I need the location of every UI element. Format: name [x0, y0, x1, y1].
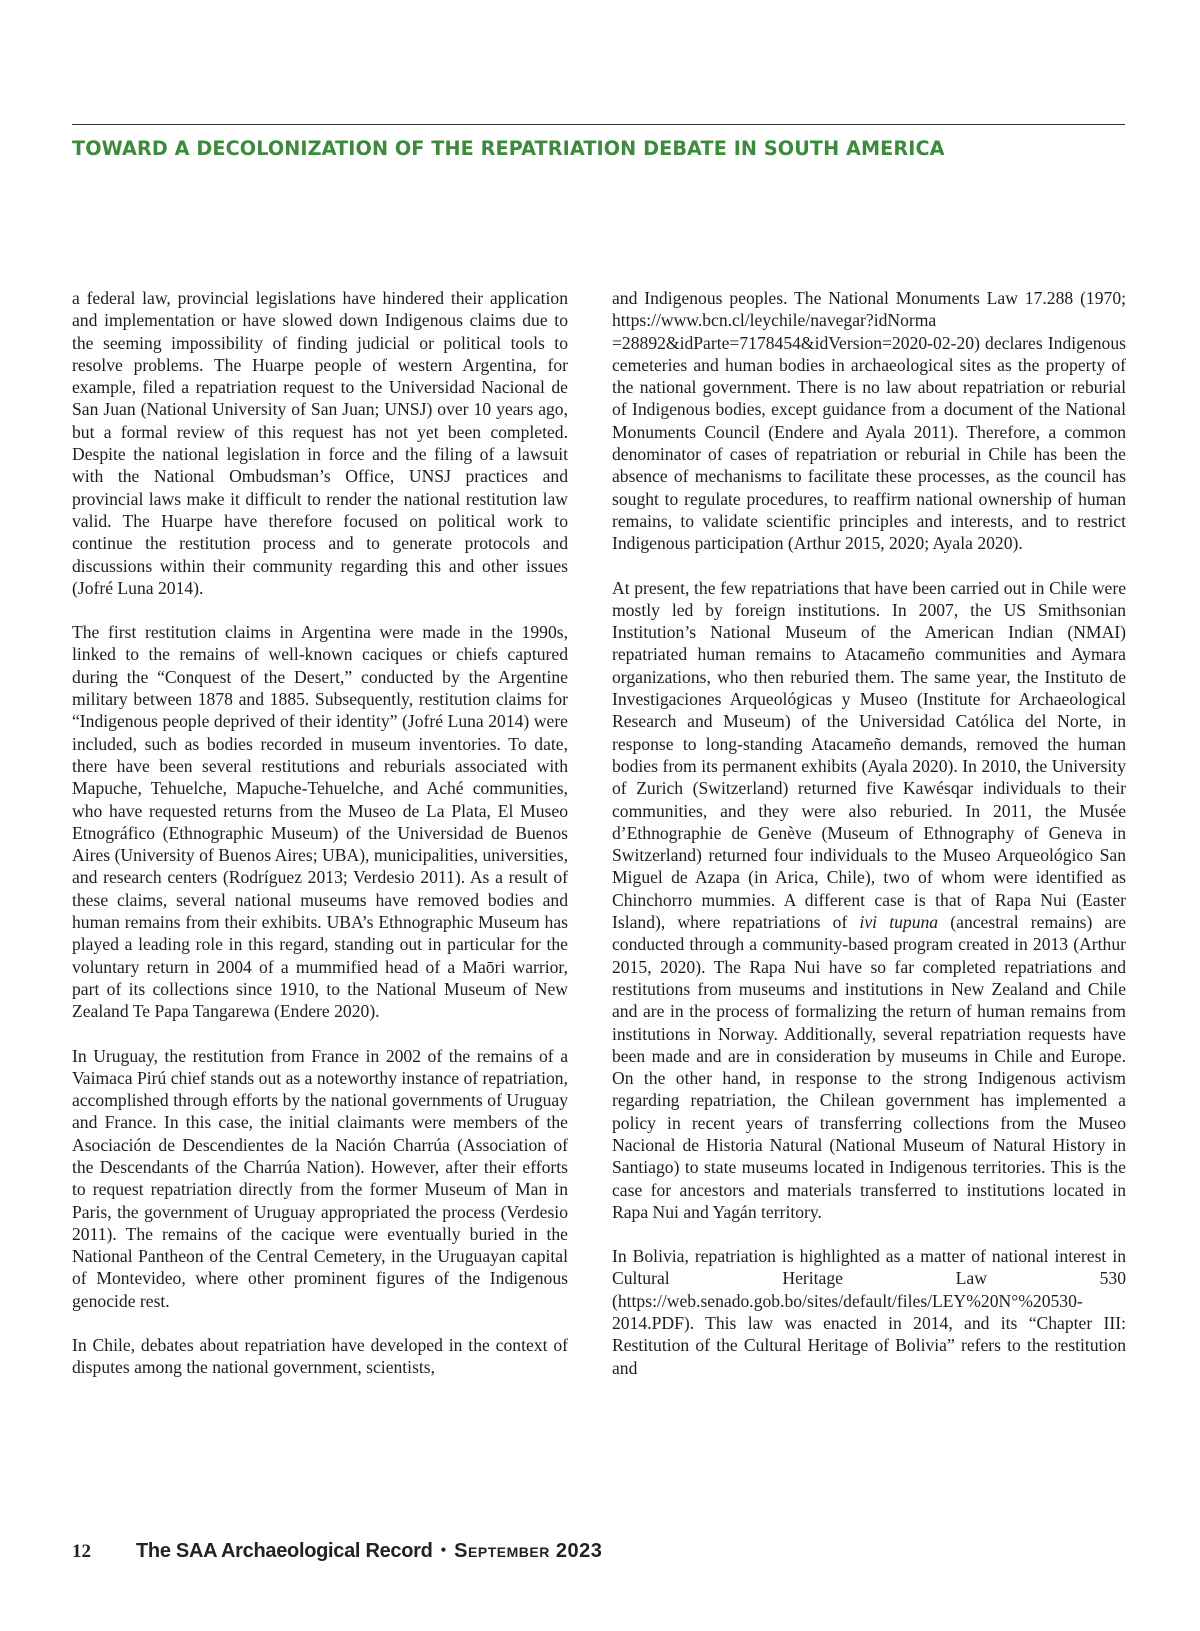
paragraph: In Bolivia, repatriation is highlighted as a matter of national interest in Cultural Heritage Law 530 (https://web.senado.gob.bo/sites/default/files/LEY%20N°%20530-2014.PDF). This law was enacted in 2014, and its “Chapter III: Restitution of the Cultural Heritage of Bolivia” refers to the restitution and	[612, 1246, 1126, 1378]
paragraph-text: At present, the few repatriations that have been carried out in Chile were mostly led by foreign institutions. In 2007, the US Smithsonian Institution’s National Museum of the American Indian (NMAI) repatriated human remains to Atacameño communities and Aymara organizations, who then reburied them. The same year, the Instituto de Investigaciones Arqueológicas y Museo (Institute for Archaeological Research and Museum) of the Universidad Católica del Norte, in response to long-standing Atacameño demands, removed the human bodies from its permanent exhibits (Ayala 2020). In 2010, the University of Zurich (Switzerland) returned five Kawésqar individuals to their communities, and they were also reburied. In 2011, the Musée d’Ethnographie de Genève (Museum of Ethnography of Geneva in Switzerland) returned four individuals to the Museo Arqueológico San Miguel de Azapa (in Arica, Chile), two of whom were identified as Chinchorro mummies. A different case is that of Rapa Nui (Easter Island), where repatriations of	[612, 577, 1126, 933]
page-footer	[72, 1540, 602, 1563]
italic-term: ivi tupuna	[859, 912, 939, 933]
paragraph: a federal law, provincial legislations have hindered their application and implementation or have slowed down Indigenous claims due to the seeming impossibility of finding judicial or political tools to resolve problems. The Huarpe people of western Argentina, for example, filed a repatriation request to the Universidad Nacional de San Juan (National University of San Juan; UNSJ) over 10 years ago, but a formal review of this request has not yet been completed. Despite the national legislation in force and the filing of a lawsuit with the National Ombudsman’s Office, UNSJ practices and provincial laws make it difficult to render the national restitution law valid. The Huarpe have therefore focused on political work to continue the restitution process and to generate protocols and discussions within their community regarding this and other issues (Jofré Luna 2014).	[72, 288, 568, 598]
left-column	[72, 287, 568, 1379]
issue-date: September 2023	[454, 1540, 603, 1562]
paragraph: and Indigenous peoples. The National Monuments Law 17.288 (1970; https://www.bcn.cl/leychile/navegar?idNorma =28892&idParte=7178454&idVersion=2020-02-20) declares Indigenous cemeteries and human bodies in archaeological sites as the property of the national government. There is no law about repatriation or reburial of Indigenous bodies, except guidance from a document of the National Monuments Council (Endere and Ayala 2011). Therefore, a common denominator of cases of repatriation or reburial in Chile has been the absence of mechanisms to facilitate these processes, as the council has sought to regulate procedures, to reaffirm national ownership of human remains, to validate scientific principles and interests, and to restrict Indigenous participation (Arthur 2015, 2020; Ayala 2020).	[612, 288, 1126, 554]
footer-separator: •	[440, 1542, 447, 1559]
paragraph: In Chile, debates about repatriation have developed in the context of disputes among the national government, scientists,	[72, 1335, 568, 1378]
page-number: 12	[72, 1541, 91, 1562]
paragraph	[612, 577, 1126, 1224]
paragraph-text: (ancestral remains) are conducted through a community-based program created in 2013 (Arthur 2015, 2020). The Rapa Nui have so far completed repatriations and restitutions from museums and institutions in New Zealand and Chile and are in the process of formalizing the return of human remains from institutions in Norway. Additionally, several repatriation requests have been made and are in consideration by museums in Chile and Europe. On the other hand, in response to the strong Indigenous activism regarding repatriation, the Chilean government has implemented a policy in recent years of transferring collections from the Museo Nacional de Historia Natural (National Museum of Natural History in Santiago) to state museums located in Indigenous territories. This is the case for ancestors and materials transferred to institutions located in Rapa Nui and Yagán territory.	[612, 912, 1126, 1222]
paragraph: The first restitution claims in Argentina were made in the 1990s, linked to the remains of well-known caciques or chiefs captured during the “Conquest of the Desert,” conducted by the Argentine military between 1878 and 1885. Subsequently, restitution claims for “Indigenous people deprived of their identity” (Jofré Luna 2014) were included, such as bodies recorded in museum inventories. To date, there have been several restitutions and reburials associated with Mapuche, Tehuelche, Mapuche-Tehuelche, and Aché communities, who have requested returns from the Museo de La Plata, El Museo Etnográfico (Ethnographic Museum) of the Universidad de Buenos Aires (University of Buenos Aires; UBA), municipalities, universities, and research centers (Rodríguez 2013; Verdesio 2011). As a result of these claims, several national museums have removed bodies and human remains from their exhibits. UBA’s Ethnographic Museum has played a leading role in this regard, standing out in particular for the voluntary return in 2004 of a mummified head of a Maōri warrior, part of its collections since 1910, to the National Museum of New Zealand Te Papa Tangarewa (Endere 2020).	[72, 622, 568, 1022]
right-column	[612, 287, 1126, 1379]
paragraph: In Uruguay, the restitution from France in 2002 of the remains of a Vaimaca Pirú chief stands out as a noteworthy instance of repatriation, accomplished through efforts by the national governments of Uruguay and France. In this case, the initial claimants were members of the Asociación de Descendientes de la Nación Charrúa (Association of the Descendants of the Charrúa Nation). However, after their efforts to request repatriation directly from the former Museum of Man in Paris, the government of Uruguay appropriated the process (Verdesio 2011). The remains of the cacique were eventually buried in the National Pantheon of the Central Cemetery, in the Uruguayan capital of Montevideo, where other prominent figures of the Indigenous genocide rest.	[72, 1045, 568, 1311]
publication-title: The SAA Archaeological Record	[136, 1540, 433, 1562]
header-rule	[72, 124, 1125, 125]
running-head: TOWARD A DECOLONIZATION OF THE REPATRIATION DEBATE IN SOUTH AMERICA	[72, 137, 945, 160]
